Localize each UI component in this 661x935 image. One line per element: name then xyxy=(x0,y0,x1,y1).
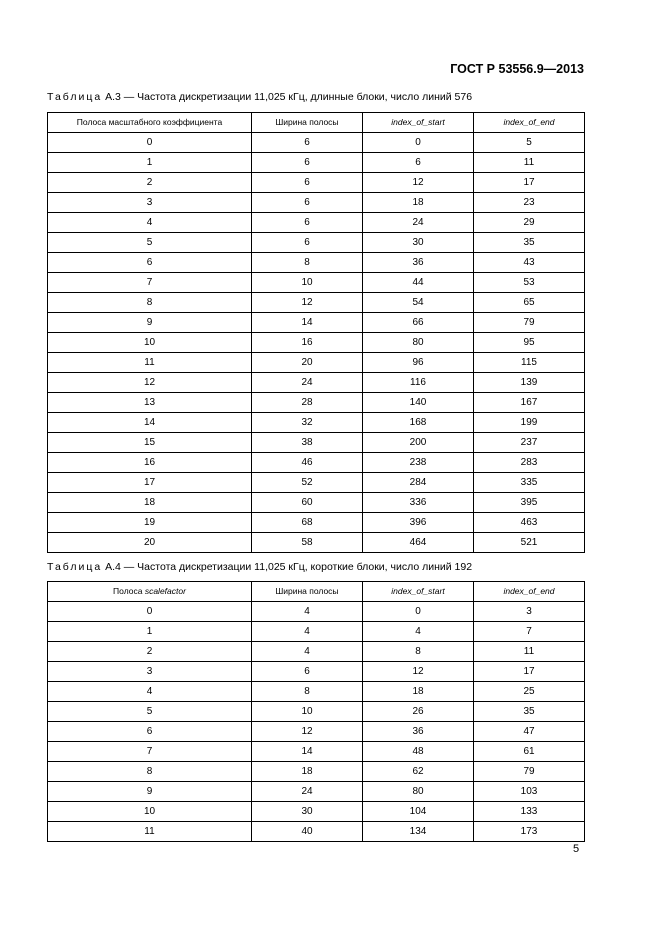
cell-index-start: 116 xyxy=(363,373,474,393)
cell-index-start: 62 xyxy=(363,762,474,782)
cell-width: 4 xyxy=(252,642,363,662)
cell-index-start: 134 xyxy=(363,822,474,842)
table-row xyxy=(48,333,585,353)
cell-width: 8 xyxy=(252,682,363,702)
cell-index-end: 335 xyxy=(474,473,585,493)
cell-band: 7 xyxy=(48,742,252,762)
cell-index-end: 283 xyxy=(474,453,585,473)
table-row xyxy=(48,822,585,842)
table-row xyxy=(48,742,585,762)
cell-band: 11 xyxy=(48,822,252,842)
cell-band: 3 xyxy=(48,193,252,213)
cell-width: 4 xyxy=(252,602,363,622)
table-row xyxy=(48,173,585,193)
cell-band: 17 xyxy=(48,473,252,493)
column-header-prefix: Полоса xyxy=(113,586,145,596)
cell-band: 16 xyxy=(48,453,252,473)
cell-index-start: 36 xyxy=(363,253,474,273)
cell-width: 16 xyxy=(252,333,363,353)
table-row xyxy=(48,473,585,493)
cell-index-end: 17 xyxy=(474,173,585,193)
cell-index-start: 0 xyxy=(363,602,474,622)
table-row xyxy=(48,662,585,682)
cell-index-start: 24 xyxy=(363,213,474,233)
cell-index-start: 336 xyxy=(363,493,474,513)
cell-index-end: 133 xyxy=(474,802,585,822)
cell-index-start: 104 xyxy=(363,802,474,822)
cell-width: 24 xyxy=(252,782,363,802)
cell-index-start: 18 xyxy=(363,193,474,213)
table-row xyxy=(48,433,585,453)
cell-index-end: 61 xyxy=(474,742,585,762)
column-header-index-start: index_of_start xyxy=(363,582,474,602)
cell-index-start: 0 xyxy=(363,133,474,153)
document-header: ГОСТ Р 53556.9—2013 xyxy=(450,62,584,76)
cell-band: 9 xyxy=(48,782,252,802)
cell-index-start: 140 xyxy=(363,393,474,413)
caption-text: А.3 — Частота дискретизации 11,025 кГц, длинные блоки, число линий 576 xyxy=(102,91,473,103)
table-row xyxy=(48,453,585,473)
table-header-row xyxy=(48,113,585,133)
cell-index-end: 3 xyxy=(474,602,585,622)
cell-band: 5 xyxy=(48,702,252,722)
cell-width: 10 xyxy=(252,702,363,722)
cell-index-start: 80 xyxy=(363,333,474,353)
cell-index-start: 80 xyxy=(363,782,474,802)
cell-width: 68 xyxy=(252,513,363,533)
cell-width: 60 xyxy=(252,493,363,513)
cell-width: 6 xyxy=(252,153,363,173)
cell-band: 0 xyxy=(48,602,252,622)
cell-width: 18 xyxy=(252,762,363,782)
cell-band: 6 xyxy=(48,722,252,742)
cell-index-end: 65 xyxy=(474,293,585,313)
cell-index-end: 167 xyxy=(474,393,585,413)
cell-index-end: 103 xyxy=(474,782,585,802)
cell-index-end: 7 xyxy=(474,622,585,642)
cell-band: 8 xyxy=(48,293,252,313)
table-a3-caption xyxy=(47,91,472,103)
table-row xyxy=(48,762,585,782)
table-a4-caption xyxy=(47,561,472,573)
cell-index-end: 95 xyxy=(474,333,585,353)
cell-index-end: 23 xyxy=(474,193,585,213)
cell-band: 4 xyxy=(48,213,252,233)
table-row xyxy=(48,622,585,642)
cell-index-end: 43 xyxy=(474,253,585,273)
column-header-band: Полоса масштабного коэффициента xyxy=(48,113,252,133)
cell-index-end: 35 xyxy=(474,233,585,253)
cell-width: 40 xyxy=(252,822,363,842)
cell-index-start: 66 xyxy=(363,313,474,333)
cell-width: 52 xyxy=(252,473,363,493)
table-row xyxy=(48,373,585,393)
cell-index-start: 168 xyxy=(363,413,474,433)
cell-band: 18 xyxy=(48,493,252,513)
cell-band: 2 xyxy=(48,642,252,662)
cell-band: 8 xyxy=(48,762,252,782)
table-row xyxy=(48,533,585,553)
cell-band: 20 xyxy=(48,533,252,553)
cell-band: 15 xyxy=(48,433,252,453)
cell-index-start: 12 xyxy=(363,662,474,682)
table-row xyxy=(48,293,585,313)
cell-index-end: 35 xyxy=(474,702,585,722)
cell-band: 1 xyxy=(48,153,252,173)
table-row xyxy=(48,513,585,533)
cell-width: 28 xyxy=(252,393,363,413)
cell-width: 38 xyxy=(252,433,363,453)
table-row xyxy=(48,602,585,622)
table-a3 xyxy=(47,112,585,553)
cell-index-end: 139 xyxy=(474,373,585,393)
cell-index-start: 8 xyxy=(363,642,474,662)
cell-band: 19 xyxy=(48,513,252,533)
cell-width: 30 xyxy=(252,802,363,822)
cell-index-start: 4 xyxy=(363,622,474,642)
cell-index-end: 521 xyxy=(474,533,585,553)
table-header-row xyxy=(48,582,585,602)
cell-band: 4 xyxy=(48,682,252,702)
cell-index-start: 238 xyxy=(363,453,474,473)
cell-index-end: 199 xyxy=(474,413,585,433)
cell-index-end: 11 xyxy=(474,153,585,173)
cell-index-end: 395 xyxy=(474,493,585,513)
cell-width: 6 xyxy=(252,133,363,153)
cell-index-end: 17 xyxy=(474,662,585,682)
cell-index-start: 96 xyxy=(363,353,474,373)
cell-band: 11 xyxy=(48,353,252,373)
table-row xyxy=(48,193,585,213)
caption-text: А.4 — Частота дискретизации 11,025 кГц, короткие блоки, число линий 192 xyxy=(102,561,473,573)
cell-index-end: 29 xyxy=(474,213,585,233)
cell-width: 14 xyxy=(252,313,363,333)
table-row xyxy=(48,493,585,513)
cell-width: 8 xyxy=(252,253,363,273)
cell-index-start: 6 xyxy=(363,153,474,173)
cell-index-end: 11 xyxy=(474,642,585,662)
cell-index-end: 237 xyxy=(474,433,585,453)
table-row xyxy=(48,313,585,333)
column-header-italic: scalefactor xyxy=(144,586,186,596)
page-number: 5 xyxy=(573,843,580,855)
cell-width: 24 xyxy=(252,373,363,393)
cell-width: 58 xyxy=(252,533,363,553)
cell-band: 13 xyxy=(48,393,252,413)
cell-index-start: 18 xyxy=(363,682,474,702)
cell-band: 7 xyxy=(48,273,252,293)
table-a4 xyxy=(47,581,585,842)
cell-width: 20 xyxy=(252,353,363,373)
table-row xyxy=(48,213,585,233)
cell-index-end: 173 xyxy=(474,822,585,842)
table-row xyxy=(48,802,585,822)
cell-index-end: 79 xyxy=(474,762,585,782)
cell-band: 12 xyxy=(48,373,252,393)
caption-word: Таблица xyxy=(47,561,103,573)
table-row xyxy=(48,273,585,293)
cell-width: 32 xyxy=(252,413,363,433)
table-row xyxy=(48,782,585,802)
table-row xyxy=(48,702,585,722)
cell-index-end: 115 xyxy=(474,353,585,373)
column-header-width: Ширина полосы xyxy=(252,582,363,602)
cell-width: 6 xyxy=(252,662,363,682)
table-row xyxy=(48,722,585,742)
cell-index-end: 47 xyxy=(474,722,585,742)
cell-index-end: 463 xyxy=(474,513,585,533)
cell-width: 6 xyxy=(252,193,363,213)
cell-index-start: 200 xyxy=(363,433,474,453)
column-header-band xyxy=(48,582,252,602)
cell-band: 14 xyxy=(48,413,252,433)
table-row xyxy=(48,353,585,373)
cell-index-start: 396 xyxy=(363,513,474,533)
cell-band: 6 xyxy=(48,253,252,273)
cell-band: 10 xyxy=(48,802,252,822)
cell-band: 0 xyxy=(48,133,252,153)
table-row xyxy=(48,253,585,273)
table-row xyxy=(48,393,585,413)
cell-width: 4 xyxy=(252,622,363,642)
cell-width: 12 xyxy=(252,293,363,313)
cell-index-start: 284 xyxy=(363,473,474,493)
cell-index-end: 53 xyxy=(474,273,585,293)
column-header-index-end: index_of_end xyxy=(474,113,585,133)
cell-width: 6 xyxy=(252,233,363,253)
table-row xyxy=(48,153,585,173)
caption-word: Таблица xyxy=(47,91,103,103)
cell-index-end: 79 xyxy=(474,313,585,333)
cell-width: 6 xyxy=(252,213,363,233)
cell-width: 12 xyxy=(252,722,363,742)
cell-index-start: 36 xyxy=(363,722,474,742)
cell-band: 10 xyxy=(48,333,252,353)
cell-index-start: 26 xyxy=(363,702,474,722)
table-row xyxy=(48,133,585,153)
cell-index-end: 5 xyxy=(474,133,585,153)
cell-index-start: 54 xyxy=(363,293,474,313)
cell-band: 1 xyxy=(48,622,252,642)
cell-index-start: 464 xyxy=(363,533,474,553)
cell-width: 6 xyxy=(252,173,363,193)
cell-band: 5 xyxy=(48,233,252,253)
cell-index-end: 25 xyxy=(474,682,585,702)
cell-width: 10 xyxy=(252,273,363,293)
table-row xyxy=(48,682,585,702)
cell-index-start: 44 xyxy=(363,273,474,293)
cell-band: 9 xyxy=(48,313,252,333)
table-row xyxy=(48,233,585,253)
cell-index-start: 48 xyxy=(363,742,474,762)
cell-width: 14 xyxy=(252,742,363,762)
cell-band: 3 xyxy=(48,662,252,682)
column-header-index-start: index_of_start xyxy=(363,113,474,133)
cell-index-start: 12 xyxy=(363,173,474,193)
cell-index-start: 30 xyxy=(363,233,474,253)
cell-width: 46 xyxy=(252,453,363,473)
table-row xyxy=(48,642,585,662)
column-header-index-end: index_of_end xyxy=(474,582,585,602)
column-header-width: Ширина полосы xyxy=(252,113,363,133)
table-row xyxy=(48,413,585,433)
cell-band: 2 xyxy=(48,173,252,193)
